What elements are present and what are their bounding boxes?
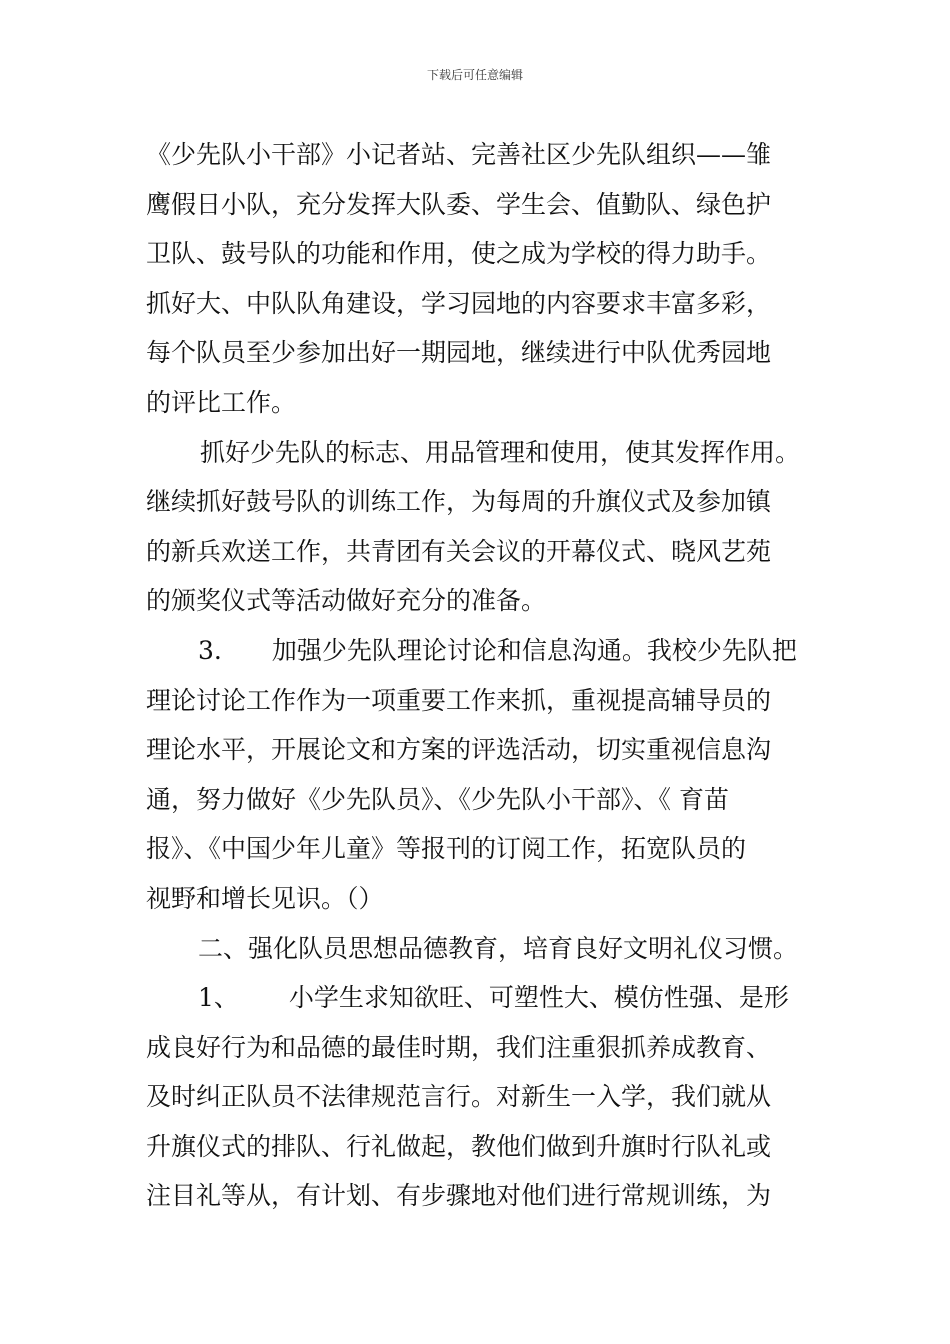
page-header: 下载后可任意编辑: [426, 68, 523, 82]
document-body: [146, 130, 816, 1221]
numbered-paragraph-start: [146, 626, 816, 676]
text-line: 视野和增长见识。（）: [146, 883, 384, 913]
text-line: 抓好少先队的标志、用品管理和使用，使其发挥作用。: [200, 437, 801, 467]
text-line: 抓好大、中队队角建设，学习园地的内容要求丰富多彩，: [146, 288, 772, 318]
text-line: 的评比工作。: [146, 387, 297, 417]
item-text: 小学生求知欲旺、可塑性大、模仿性强、是形: [288, 983, 789, 1013]
item-number: 1、: [198, 983, 239, 1013]
text-line: 《少先队小干部》小记者站、完善社区少先队组织——雏: [146, 140, 772, 169]
text-line: 卫队、鼓号队的功能和作用，使之成为学校的得力助手。: [146, 239, 772, 269]
text-line: 通，努力做好《少先队员》、《少先队小干部》、《 育苗: [146, 784, 729, 814]
text-line: 理论讨论工作作为一项重要工作来抓，重视提高辅导员的: [146, 685, 772, 715]
text-line: 鹰假日小队，充分发挥大队委、学生会、值勤队、绿色护: [146, 189, 772, 219]
text-line: 每个队员至少参加出好一期园地，继续进行中队优秀园地: [146, 338, 772, 368]
text-line: 注目礼等从，有计划、有步骤地对他们进行常规训练，为: [146, 1181, 772, 1211]
text-line: 的新兵欢送工作，共青团有关会议的开幕仪式、晓风艺苑: [146, 536, 772, 566]
section-heading: 二、强化队员思想品德教育，培育良好文明礼仪习惯。: [198, 933, 799, 963]
text-line: 报》、《中国少年儿童》等报刊的订阅工作，拓宽队员的: [146, 834, 747, 864]
item-number: 3.: [198, 635, 222, 665]
text-line: 继续抓好鼓号队的训练工作，为每周的升旗仪式及参加镇: [146, 487, 772, 517]
text-line: 升旗仪式的排队、行礼做起，教他们做到升旗时行队礼或: [146, 1131, 772, 1161]
text-line: 成良好行为和品德的最佳时期，我们注重狠抓养成教育、: [146, 1032, 772, 1062]
text-line: 及时纠正队员不法律规范言行。对新生一入学，我们就从: [146, 1082, 772, 1112]
numbered-paragraph-start: [146, 973, 816, 1023]
text-line: 理论水平，开展论文和方案的评选活动，切实重视信息沟: [146, 735, 772, 765]
text-line: 的颁奖仪式等活动做好充分的准备。: [146, 586, 547, 616]
item-text: 加强少先队理论讨论和信息沟通。我校少先队把: [271, 635, 797, 665]
